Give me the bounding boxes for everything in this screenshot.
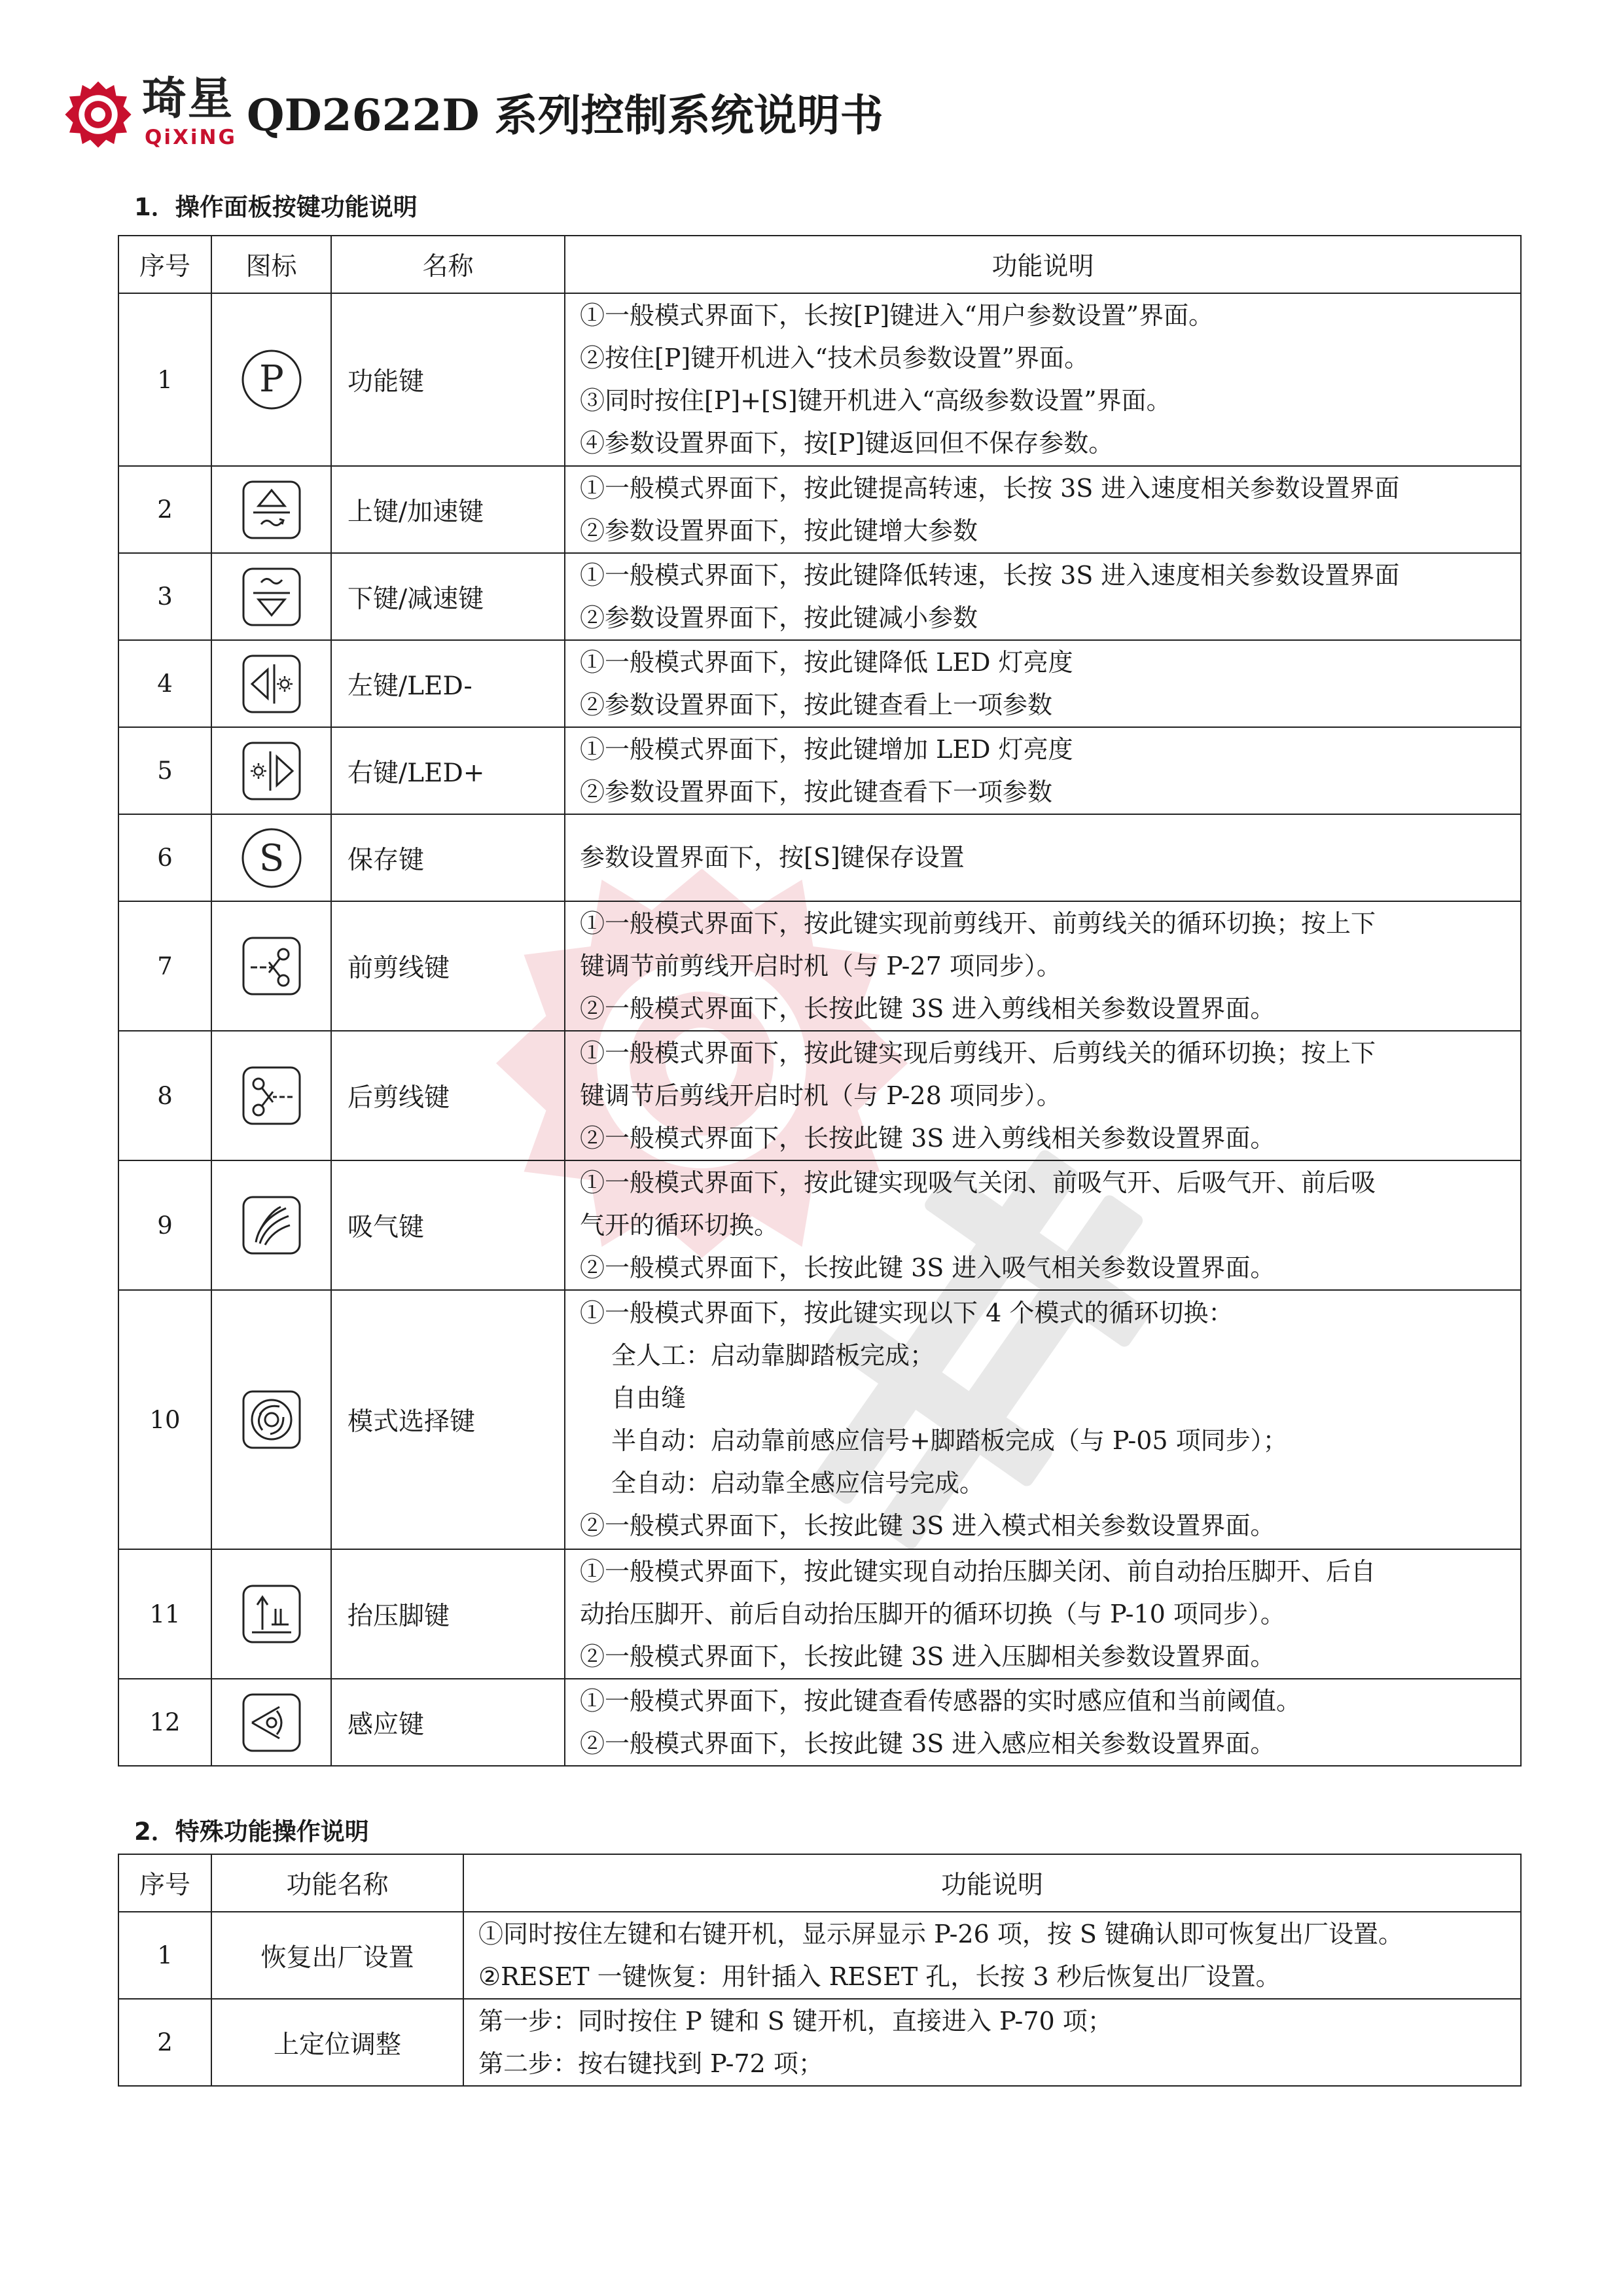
row-number: 9 bbox=[118, 1160, 211, 1290]
desc-line: ②参数设置界面下，按此键查看上一项参数 bbox=[580, 690, 1053, 719]
section1-title: 1．操作面板按键功能说明 bbox=[134, 193, 418, 221]
table-header-row bbox=[118, 236, 1521, 293]
document-title: QD2622D 系列控制系统说明书 bbox=[247, 90, 883, 141]
desc-line: ①一般模式界面下，按此键实现前剪线开、前剪线关的循环切换；按上下 bbox=[580, 908, 1376, 938]
key-description bbox=[565, 1290, 1521, 1549]
brand-en: QiXiNG bbox=[145, 126, 237, 149]
desc-line: ②一般模式界面下，长按此键 3S 进入压脚相关参数设置界面。 bbox=[580, 1641, 1275, 1671]
right-led-icon bbox=[240, 740, 303, 802]
key-name: 模式选择键 bbox=[331, 1290, 565, 1549]
key-description bbox=[565, 1031, 1521, 1160]
down-speed-icon bbox=[240, 565, 303, 628]
desc-line: ①一般模式界面下，按此键查看传感器的实时感应值和当前阈值。 bbox=[580, 1686, 1302, 1715]
table-row bbox=[118, 293, 1521, 466]
key-function-table bbox=[118, 235, 1522, 1767]
desc-line: ②一般模式界面下，长按此键 3S 进入模式相关参数设置界面。 bbox=[580, 1511, 1275, 1540]
table-row bbox=[118, 1679, 1521, 1766]
table-row bbox=[118, 814, 1521, 901]
key-description bbox=[565, 640, 1521, 727]
desc-line: ③同时按住[P]+[S]键开机进入“高级参数设置”界面。 bbox=[580, 386, 1171, 415]
key-description bbox=[565, 901, 1521, 1031]
special-function-table bbox=[118, 1854, 1522, 2087]
key-description bbox=[565, 293, 1521, 466]
row-number: 11 bbox=[118, 1549, 211, 1679]
column-header-desc: 功能说明 bbox=[565, 236, 1521, 293]
desc-line: ①一般模式界面下，按此键实现以下 4 个模式的循环切换： bbox=[580, 1299, 1234, 1327]
desc-line: ④参数设置界面下，按[P]键返回但不保存参数。 bbox=[580, 429, 1114, 457]
table-row bbox=[118, 727, 1521, 814]
presser-foot-icon bbox=[240, 1583, 303, 1645]
row-number: 5 bbox=[118, 727, 211, 814]
desc-line: 键调节前剪线开启时机（与 P-27 项同步）。 bbox=[580, 951, 1061, 980]
page-header bbox=[62, 71, 1567, 156]
function-name: 恢复出厂设置 bbox=[211, 1912, 463, 1999]
key-name: 左键/LED- bbox=[331, 640, 565, 727]
row-number: 1 bbox=[118, 293, 211, 466]
s-save-icon bbox=[240, 827, 303, 889]
desc-line: ①同时按住左键和右键开机，显示屏显示 P-26 项，按 S 键确认即可恢复出厂设置。 bbox=[478, 1919, 1404, 1948]
key-description bbox=[565, 466, 1521, 553]
table-row bbox=[118, 1290, 1521, 1549]
row-number: 6 bbox=[118, 814, 211, 901]
front-trim-icon bbox=[240, 935, 303, 997]
key-name: 抬压脚键 bbox=[331, 1549, 565, 1679]
svg-text:S: S bbox=[259, 836, 284, 880]
desc-line: 全自动：启动靠全感应信号完成。 bbox=[611, 1469, 985, 1498]
key-name: 感应键 bbox=[331, 1679, 565, 1766]
key-name: 功能键 bbox=[331, 293, 565, 466]
key-name: 右键/LED+ bbox=[331, 727, 565, 814]
key-description bbox=[565, 1679, 1521, 1766]
column-header-num: 序号 bbox=[118, 236, 211, 293]
column-header-num: 序号 bbox=[118, 1854, 211, 1912]
key-name: 吸气键 bbox=[331, 1160, 565, 1290]
function-name: 上定位调整 bbox=[211, 1999, 463, 2086]
desc-line: 第一步：同时按住 P 键和 S 键开机，直接进入 P-70 项； bbox=[478, 2006, 1113, 2036]
row-number: 8 bbox=[118, 1031, 211, 1160]
key-name: 上键/加速键 bbox=[331, 466, 565, 553]
desc-line: ①一般模式界面下，按此键降低 LED 灯亮度 bbox=[580, 647, 1073, 677]
mode-select-icon bbox=[240, 1388, 303, 1451]
desc-line: 参数设置界面下，按[S]键保存设置 bbox=[580, 843, 965, 872]
desc-line: ②参数设置界面下，按此键减小参数 bbox=[580, 603, 978, 632]
desc-line: ②参数设置界面下，按此键查看下一项参数 bbox=[580, 777, 1053, 806]
desc-line: ①一般模式界面下，按此键实现后剪线开、后剪线关的循环切换；按上下 bbox=[580, 1038, 1376, 1067]
column-header-function: 功能名称 bbox=[211, 1854, 463, 1912]
row-number: 3 bbox=[118, 553, 211, 640]
table-row bbox=[118, 1160, 1521, 1290]
desc-line: ②参数设置界面下，按此键增大参数 bbox=[580, 516, 978, 545]
table-row bbox=[118, 553, 1521, 640]
row-number: 1 bbox=[118, 1912, 211, 1999]
desc-line: ①一般模式界面下，按此键提高转速，长按 3S 进入速度相关参数设置界面 bbox=[580, 473, 1400, 503]
desc-line: ②按住[P]键开机进入“技术员参数设置”界面。 bbox=[580, 344, 1090, 372]
key-name: 下键/减速键 bbox=[331, 553, 565, 640]
desc-line: ①一般模式界面下，按此键增加 LED 灯亮度 bbox=[580, 734, 1073, 764]
section2-title: 2．特殊功能操作说明 bbox=[134, 1818, 369, 1846]
function-description bbox=[463, 1912, 1521, 1999]
desc-line: ②RESET 一键恢复：用针插入 RESET 孔，长按 3 秒后恢复出厂设置。 bbox=[478, 1962, 1281, 1991]
key-description bbox=[565, 553, 1521, 640]
desc-line: ①一般模式界面下，按此键实现自动抬压脚关闭、前自动抬压脚开、后自 bbox=[580, 1556, 1376, 1586]
desc-line: 自由缝 bbox=[611, 1384, 687, 1412]
desc-line: 第二步：按右键找到 P-72 项； bbox=[478, 2049, 823, 2078]
qixing-logo-icon bbox=[62, 79, 134, 151]
desc-line: ①一般模式界面下，长按[P]键进入“用户参数设置”界面。 bbox=[580, 301, 1214, 330]
column-header-desc: 功能说明 bbox=[463, 1854, 1521, 1912]
row-number: 2 bbox=[118, 1999, 211, 2086]
row-number: 10 bbox=[118, 1290, 211, 1549]
key-description bbox=[565, 1549, 1521, 1679]
row-number: 4 bbox=[118, 640, 211, 727]
desc-line: 键调节后剪线开启时机（与 P-28 项同步）。 bbox=[580, 1081, 1061, 1110]
desc-line: ②一般模式界面下，长按此键 3S 进入剪线相关参数设置界面。 bbox=[580, 994, 1275, 1023]
column-header-name: 名称 bbox=[331, 236, 565, 293]
key-name: 后剪线键 bbox=[331, 1031, 565, 1160]
key-description bbox=[565, 727, 1521, 814]
desc-line: ②一般模式界面下，长按此键 3S 进入吸气相关参数设置界面。 bbox=[580, 1253, 1275, 1282]
key-description bbox=[565, 1160, 1521, 1290]
left-led-icon bbox=[240, 653, 303, 715]
desc-line: 气开的循环切换。 bbox=[580, 1210, 779, 1240]
desc-line: 动抬压脚开、前后自动抬压脚开的循环切换（与 P-10 项同步）。 bbox=[580, 1599, 1285, 1628]
table-row bbox=[118, 1549, 1521, 1679]
key-description bbox=[565, 814, 1521, 901]
key-name: 前剪线键 bbox=[331, 901, 565, 1031]
table-row bbox=[118, 901, 1521, 1031]
desc-line: 半自动：启动靠前感应信号+脚踏板完成（与 P-05 项同步）； bbox=[611, 1426, 1288, 1455]
table-row bbox=[118, 1031, 1521, 1160]
column-header-icon: 图标 bbox=[211, 236, 331, 293]
desc-line: ②一般模式界面下，长按此键 3S 进入剪线相关参数设置界面。 bbox=[580, 1123, 1275, 1153]
row-number: 2 bbox=[118, 466, 211, 553]
up-speed-icon bbox=[240, 478, 303, 541]
suction-icon bbox=[240, 1194, 303, 1257]
desc-line: ①一般模式界面下，按此键降低转速，长按 3S 进入速度相关参数设置界面 bbox=[580, 560, 1400, 590]
desc-line: ①一般模式界面下，按此键实现吸气关闭、前吸气开、后吸气开、前后吸 bbox=[580, 1168, 1376, 1197]
brand-cn: 琦星 bbox=[142, 73, 234, 125]
row-number: 7 bbox=[118, 901, 211, 1031]
sensor-icon bbox=[240, 1691, 303, 1754]
desc-line: 全人工：启动靠脚踏板完成； bbox=[611, 1341, 935, 1370]
p-function-icon bbox=[240, 348, 303, 411]
desc-line: ②一般模式界面下，长按此键 3S 进入感应相关参数设置界面。 bbox=[580, 1729, 1275, 1758]
table-header-row bbox=[118, 1854, 1521, 1912]
function-description bbox=[463, 1999, 1521, 2086]
table-row bbox=[118, 1912, 1521, 1999]
row-number: 12 bbox=[118, 1679, 211, 1766]
svg-text:P: P bbox=[259, 358, 284, 401]
table-row bbox=[118, 640, 1521, 727]
rear-trim-icon bbox=[240, 1064, 303, 1127]
table-row bbox=[118, 1999, 1521, 2086]
table-row bbox=[118, 466, 1521, 553]
key-name: 保存键 bbox=[331, 814, 565, 901]
